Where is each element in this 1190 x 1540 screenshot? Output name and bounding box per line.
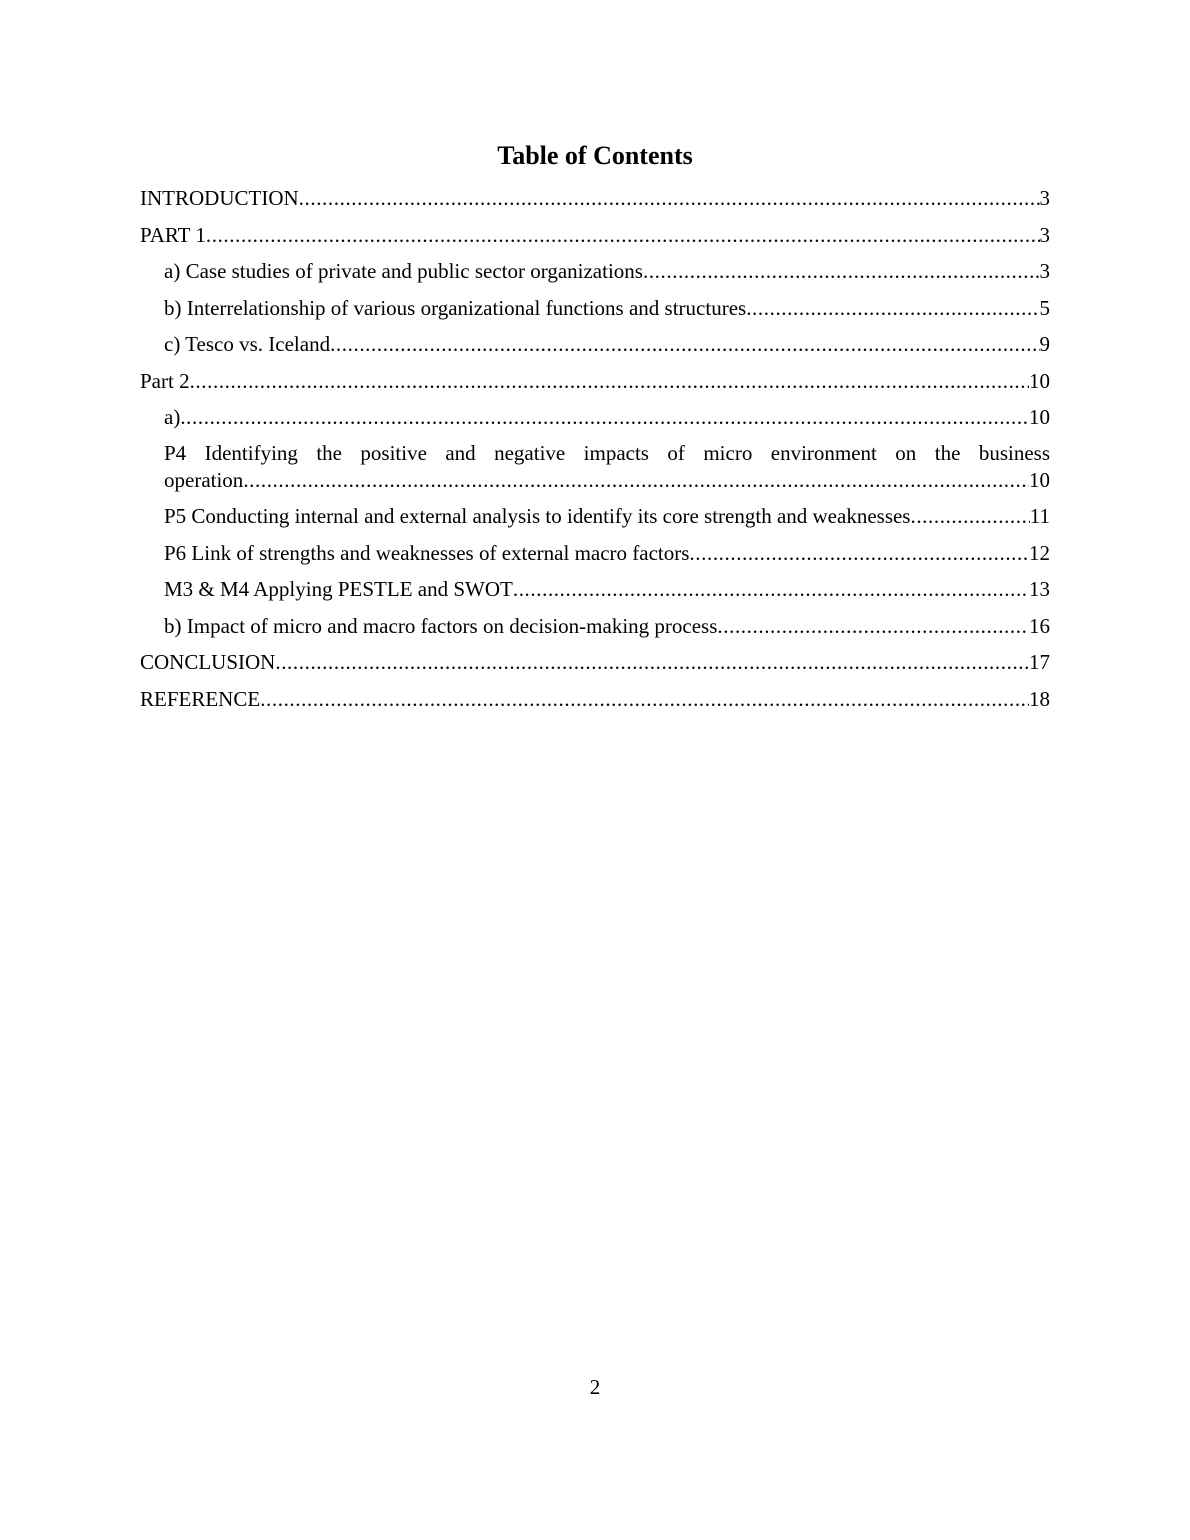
toc-entry-page: 18 [1029, 686, 1050, 711]
toc-entry-page: 11 [1029, 504, 1050, 528]
toc-entry-tesco-vs-iceland[interactable] [140, 330, 1050, 358]
toc-entry-page: 10 [1029, 368, 1050, 393]
toc-entry-title: P6 Link of strengths and weaknesses of external macro factors [164, 540, 690, 565]
toc-entry-case-studies[interactable] [140, 257, 1050, 285]
toc-entry-page: 3 [1039, 186, 1050, 210]
toc-entry-page: 5 [1039, 295, 1050, 320]
toc-entry-part-1[interactable] [140, 221, 1050, 249]
dot-leader [299, 184, 1040, 212]
toc-entry-introduction[interactable] [140, 184, 1050, 212]
toc-entry-part-2-a[interactable] [140, 403, 1050, 431]
toc-entry-conclusion[interactable] [140, 648, 1050, 676]
dot-leader [513, 575, 1029, 603]
dot-leader [180, 403, 1029, 431]
toc-entry-impact-factors[interactable] [140, 612, 1050, 640]
toc-entry-page: 3 [1039, 259, 1050, 283]
dot-leader [717, 612, 1029, 640]
toc-entry-title-line-2: operation [164, 467, 244, 492]
toc-entry-title: INTRODUCTION [140, 186, 299, 210]
toc-entry-m3-m4[interactable] [140, 575, 1050, 603]
toc-entry-page: 3 [1039, 222, 1050, 247]
toc-entry-title: a) Case studies of private and public sector organizations [164, 259, 643, 283]
toc-entry-title: M3 & M4 Applying PESTLE and SWOT [164, 577, 513, 601]
toc-entry-title: b) Interrelationship of various organizational functions and structures [164, 295, 747, 320]
toc-entry-interrelationship[interactable] [140, 294, 1050, 322]
dot-leader [910, 502, 1029, 530]
toc-entry-title-line-1: P4 Identifying the positive and negative impacts of micro environment on the business [164, 440, 1050, 465]
toc-entry-line-2 [164, 467, 1050, 494]
toc-entry-page: 9 [1039, 332, 1050, 356]
dot-leader [243, 467, 1029, 494]
toc-entry-p4[interactable] [140, 440, 1050, 494]
dot-leader [330, 330, 1039, 358]
dot-leader [643, 257, 1040, 285]
toc-entry-title: P5 Conducting internal and external analysis to identify its core strength and weaknesses [164, 504, 911, 528]
toc-entry-title: b) Impact of micro and macro factors on decision-making process [164, 613, 718, 638]
toc-entry-title: REFERENCE [140, 686, 261, 711]
toc-entry-p5[interactable] [140, 502, 1050, 530]
table-of-contents [140, 184, 1050, 721]
dot-leader [206, 221, 1040, 249]
toc-entry-page: 17 [1029, 650, 1050, 674]
toc-entry-part-2[interactable] [140, 367, 1050, 395]
toc-entry-title: c) Tesco vs. Iceland [164, 332, 331, 356]
dot-leader [260, 685, 1029, 713]
toc-entry-page: 10 [1029, 405, 1050, 429]
page-title: Table of Contents [497, 141, 693, 170]
toc-entry-page: 16 [1029, 613, 1050, 638]
dot-leader [746, 294, 1039, 322]
dot-leader [275, 648, 1029, 676]
dot-leader [190, 367, 1029, 395]
toc-entry-reference[interactable] [140, 685, 1050, 713]
page-number: 2 [589, 1375, 601, 1399]
toc-entry-title: Part 2 [140, 368, 190, 393]
toc-entry-page: 13 [1029, 577, 1050, 601]
toc-entry-page: 12 [1029, 540, 1050, 565]
toc-entry-title: a) [164, 405, 181, 429]
toc-entry-p6[interactable] [140, 539, 1050, 567]
toc-entry-title: PART 1 [140, 222, 206, 247]
toc-entry-page: 10 [1029, 467, 1050, 492]
dot-leader [689, 539, 1029, 567]
toc-entry-title: CONCLUSION [140, 650, 276, 674]
